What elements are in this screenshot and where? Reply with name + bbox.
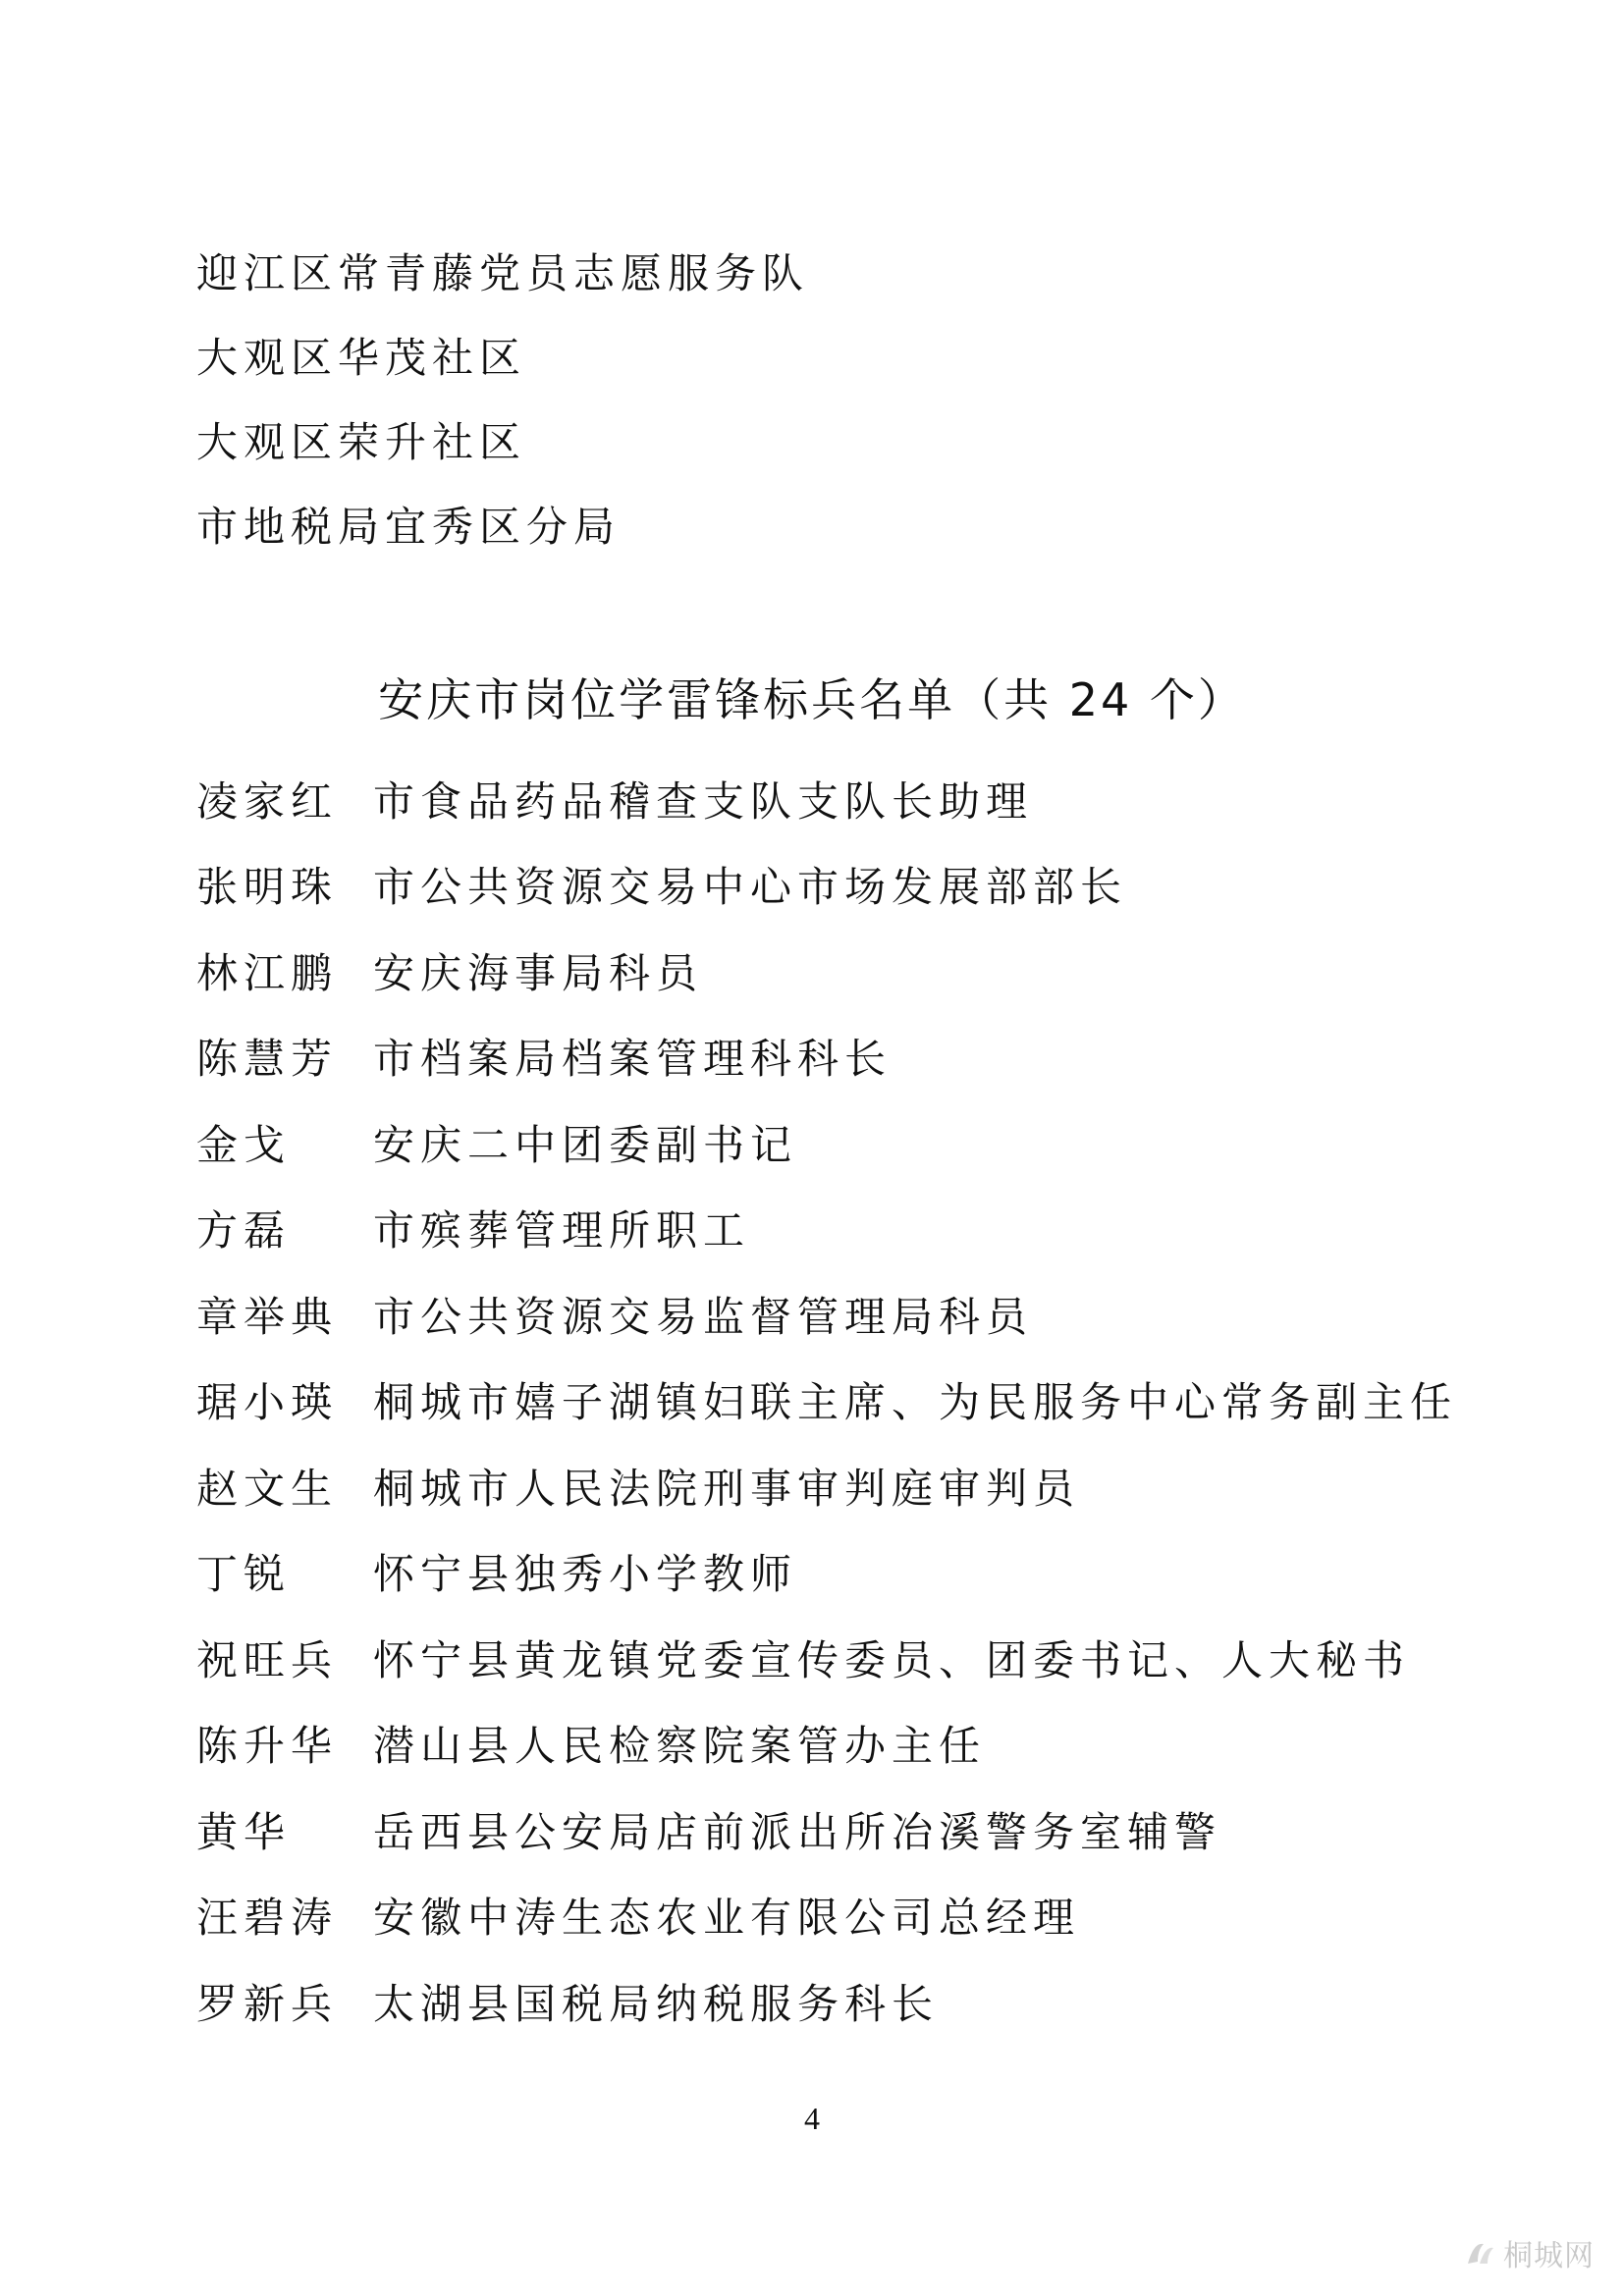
- person-row: [196, 1873, 1457, 1959]
- person-name: 金戈: [196, 1120, 292, 1169]
- person-title: 市公共资源交易监督管理局科员: [373, 1292, 1034, 1341]
- person-title: 太湖县国税局纳税服务科长: [373, 1979, 940, 2028]
- person-row: [196, 1271, 1457, 1358]
- person-row: [196, 1014, 1457, 1100]
- person-name: 黄华: [196, 1807, 292, 1856]
- person-row: [196, 756, 1457, 842]
- person-row: [196, 1958, 1457, 2045]
- person-name: 祝旺兵: [196, 1635, 339, 1684]
- person-name: 丁锐: [196, 1550, 292, 1599]
- person-title: 安庆二中团委副书记: [373, 1120, 798, 1169]
- person-name: 陈升华: [196, 1722, 339, 1771]
- person-row: [196, 1443, 1457, 1529]
- person-title: 桐城市嬉子湖镇妇联主席、为民服务中心常务副主任: [373, 1378, 1458, 1427]
- person-title: 安庆海事局科员: [373, 948, 704, 997]
- person-name: 张明珠: [196, 863, 339, 912]
- person-title: 市公共资源交易中心市场发展部部长: [373, 863, 1128, 912]
- person-title: 市殡葬管理所职工: [373, 1206, 751, 1255]
- person-row: [196, 1529, 1457, 1616]
- person-title: 潜山县人民检察院案管办主任: [373, 1722, 987, 1771]
- section-title: 安庆市岗位学雷锋标兵名单（共 24 个）: [378, 673, 1246, 726]
- organization-item: 大观区华茂社区: [196, 334, 527, 382]
- person-name: 方磊: [196, 1206, 292, 1255]
- organization-item: 大观区荣升社区: [196, 418, 527, 466]
- person-row: [196, 1186, 1457, 1272]
- person-row: [196, 1099, 1457, 1186]
- organization-item: 迎江区常青藤党员志愿服务队: [196, 249, 810, 297]
- person-name: 琚小瑛: [196, 1378, 339, 1427]
- person-title: 安徽中涛生态农业有限公司总经理: [373, 1894, 1081, 1943]
- people-list: [196, 756, 1457, 2045]
- person-row: [196, 1615, 1457, 1701]
- person-title: 怀宁县独秀小学教师: [373, 1550, 798, 1599]
- watermark-logo-icon: [1464, 2236, 1497, 2269]
- person-row: [196, 1701, 1457, 1788]
- person-title: 市食品药品稽查支队支队长助理: [373, 776, 1034, 826]
- person-title: 岳西县公安局店前派出所冶溪警务室辅警: [373, 1807, 1222, 1856]
- person-title: 桐城市人民法院刑事审判庭审判员: [373, 1464, 1081, 1513]
- person-title: 怀宁县黄龙镇党委宣传委员、团委书记、人大秘书: [373, 1635, 1411, 1684]
- person-name: 凌家红: [196, 776, 339, 826]
- organization-item: 市地税局宜秀区分局: [196, 503, 622, 551]
- person-name: 汪碧涛: [196, 1894, 339, 1943]
- person-row: [196, 1358, 1457, 1444]
- watermark-text: 桐城网: [1503, 2239, 1595, 2273]
- person-name: 罗新兵: [196, 1979, 339, 2028]
- page-number: 4: [804, 2101, 820, 2136]
- person-name: 章举典: [196, 1292, 339, 1341]
- person-row: [196, 928, 1457, 1014]
- watermark: [1464, 2231, 1595, 2274]
- person-name: 赵文生: [196, 1464, 339, 1513]
- organization-list: [196, 243, 809, 581]
- person-title: 市档案局档案管理科科长: [373, 1035, 893, 1084]
- person-row: [196, 842, 1457, 929]
- person-name: 陈慧芳: [196, 1035, 339, 1084]
- person-row: [196, 1787, 1457, 1873]
- person-name: 林江鹏: [196, 948, 339, 997]
